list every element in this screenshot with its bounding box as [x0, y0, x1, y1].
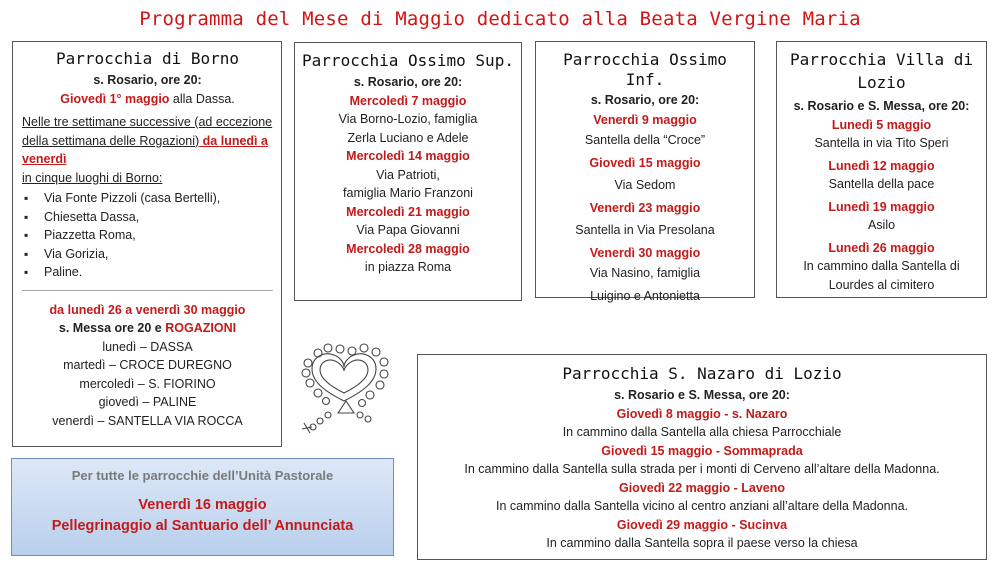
page-title: Programma del Mese di Maggio dedicato alla Beata Vergine Maria	[139, 8, 861, 30]
all-event: Pellegrinaggio al Santuario dell’ Annunciata	[51, 518, 354, 534]
box-ossimo-inf	[535, 41, 755, 303]
entry-date: Lunedì 12 maggio	[828, 158, 935, 173]
rog-dash: –	[94, 413, 108, 428]
divider	[22, 290, 273, 291]
entry-date: Lunedì 26 maggio	[828, 240, 935, 255]
rog-row	[22, 375, 273, 394]
rog-place: S. FIORINO	[148, 376, 216, 391]
rog-row	[22, 356, 273, 375]
all-header: Per tutte le parrocchie dell’Unità Pastorale	[71, 468, 334, 483]
entry-place: famiglia Mario Franzoni	[343, 186, 473, 200]
list-item: ▪ Via Gorizia,	[44, 245, 273, 264]
borno-rog-mass: s. Messa ore 20	[58, 321, 152, 335]
rog-day: martedì	[63, 358, 106, 372]
entry-date: Mercoledì 28 maggio	[346, 241, 470, 256]
entry-place: In cammino dalla Santella alla chiesa Parrocchiale	[562, 425, 842, 439]
list-item: ▪ Paline.	[44, 263, 273, 282]
borno-first-date: Giovedì 1° maggio	[60, 91, 170, 106]
rog-dash: –	[136, 339, 151, 354]
ossimo-inf-rosary: s. Rosario, ore 20:	[590, 93, 700, 107]
box-borno	[12, 41, 282, 447]
borno-rog-and: e	[151, 321, 166, 335]
entry-date: Giovedì 22 maggio - Laveno	[618, 480, 785, 495]
rog-place: DASSA	[150, 339, 193, 354]
entry-place: Lourdes al cimitero	[828, 277, 935, 292]
entry-date: Mercoledì 7 maggio	[349, 93, 467, 108]
ossimo-sup-heading: Parrocchia Ossimo Sup.	[302, 51, 514, 70]
ossimo-inf-heading: Parrocchia Ossimo Inf.	[563, 50, 727, 89]
box-all-parishes	[11, 458, 394, 556]
rog-day: venerdì	[52, 413, 94, 428]
borno-places	[22, 189, 273, 282]
rog-dash: –	[134, 376, 149, 391]
entry-place: in piazza Roma	[364, 260, 452, 274]
borno-intro-places: in cinque luoghi di Borno:	[22, 170, 163, 185]
borno-rog-word: ROGAZIONI	[165, 321, 237, 335]
ossimo-sup-rosary: s. Rosario, ore 20:	[353, 75, 463, 89]
entry-place: In cammino dalla Santella sopra il paese verso la chiesa	[546, 536, 858, 550]
list-item: ▪ Chiesetta Dassa,	[44, 208, 273, 227]
entry-place: Via Borno-Lozio, famiglia	[338, 112, 478, 126]
entry-place: Zerla Luciano e Adele	[347, 130, 469, 145]
villa-heading: Parrocchia Villa di	[789, 50, 974, 69]
entry-place: Luigino e Antonietta	[590, 288, 700, 303]
entry-place: Santella della pace	[828, 177, 935, 191]
entry-date: Mercoledì 14 maggio	[346, 149, 470, 163]
borno-weekdays: da lunedì a venerdì	[22, 133, 268, 166]
rog-place: SANTELLA VIA ROCCA	[107, 413, 243, 428]
rog-place: PALINE	[152, 395, 197, 409]
entry-place: Asilo	[867, 218, 896, 232]
entry-place: Santella in Via Presolana	[575, 223, 715, 237]
entry-date: Venerdì 30 maggio	[589, 245, 701, 260]
borno-heading: Parrocchia di Borno	[55, 49, 240, 68]
entry-date: Lunedì 19 maggio	[828, 199, 935, 214]
entry-place: Via Patrioti,	[376, 167, 440, 182]
rog-row	[22, 393, 273, 412]
rog-row	[22, 412, 273, 431]
entry-date: Giovedì 15 maggio - Sommaprada	[601, 443, 803, 458]
entry-date: Giovedì 15 maggio	[589, 155, 701, 170]
borno-rosary: s. Rosario, ore 20:	[93, 73, 202, 87]
entry-place: Santella della “Croce”	[584, 133, 706, 147]
entry-place: In cammino dalla Santella vicino al centro anziani all’altare della Madonna.	[495, 499, 909, 513]
box-villa-lozio	[776, 41, 987, 298]
entry-place: Via Papa Giovanni	[356, 223, 460, 237]
rog-dash: –	[105, 358, 120, 372]
rog-place: CROCE DUREGNO	[119, 358, 232, 372]
box-san-nazaro	[417, 354, 987, 560]
borno-rog-dates: da lunedì 26 a venerdì 30 maggio	[49, 302, 246, 317]
entry-place: Santella in via Tito Speri	[814, 136, 949, 150]
rog-day: mercoledì	[79, 376, 135, 391]
borno-intro: Nelle tre settimane successive (ad eccezione della settimana delle Rogazioni)	[22, 115, 273, 148]
box-ossimo-sup	[294, 42, 522, 301]
entry-place: In cammino dalla Santella sulla strada per i monti di Cerveno all’altare della Madonna.	[464, 462, 940, 476]
entry-date: Giovedì 29 maggio - Sucinva	[616, 517, 788, 532]
rog-day: lunedì	[102, 339, 137, 354]
nazaro-heading: Parrocchia S. Nazaro di Lozio	[562, 364, 842, 383]
entry-place: Via Nasino, famiglia	[589, 266, 701, 280]
entry-date: Lunedì 5 maggio	[831, 117, 932, 132]
list-item: ▪ Piazzetta Roma,	[44, 226, 273, 245]
entry-date: Venerdì 9 maggio	[593, 112, 697, 127]
borno-first-place: alla Dassa.	[169, 91, 235, 106]
list-item: ▪ Via Fonte Pizzoli (casa Bertelli),	[44, 189, 273, 208]
entry-place: Via Sedom	[614, 178, 676, 192]
rog-row	[22, 338, 273, 357]
rog-dash: –	[138, 395, 153, 409]
villa-rosary: s. Rosario e S. Messa, ore 20:	[793, 99, 970, 113]
rosary-icon	[298, 343, 390, 435]
entry-date: Venerdì 23 maggio	[589, 200, 701, 215]
villa-heading-2: Lozio	[857, 73, 906, 92]
nazaro-rosary: s. Rosario e S. Messa, ore 20:	[614, 388, 790, 402]
rog-day: giovedì	[98, 395, 139, 409]
entry-date: Giovedì 8 maggio - s. Nazaro	[616, 406, 788, 421]
all-date: Venerdì 16 maggio	[138, 497, 267, 513]
entry-date: Mercoledì 21 maggio	[346, 204, 470, 219]
entry-place: In cammino dalla Santella di	[803, 259, 960, 273]
